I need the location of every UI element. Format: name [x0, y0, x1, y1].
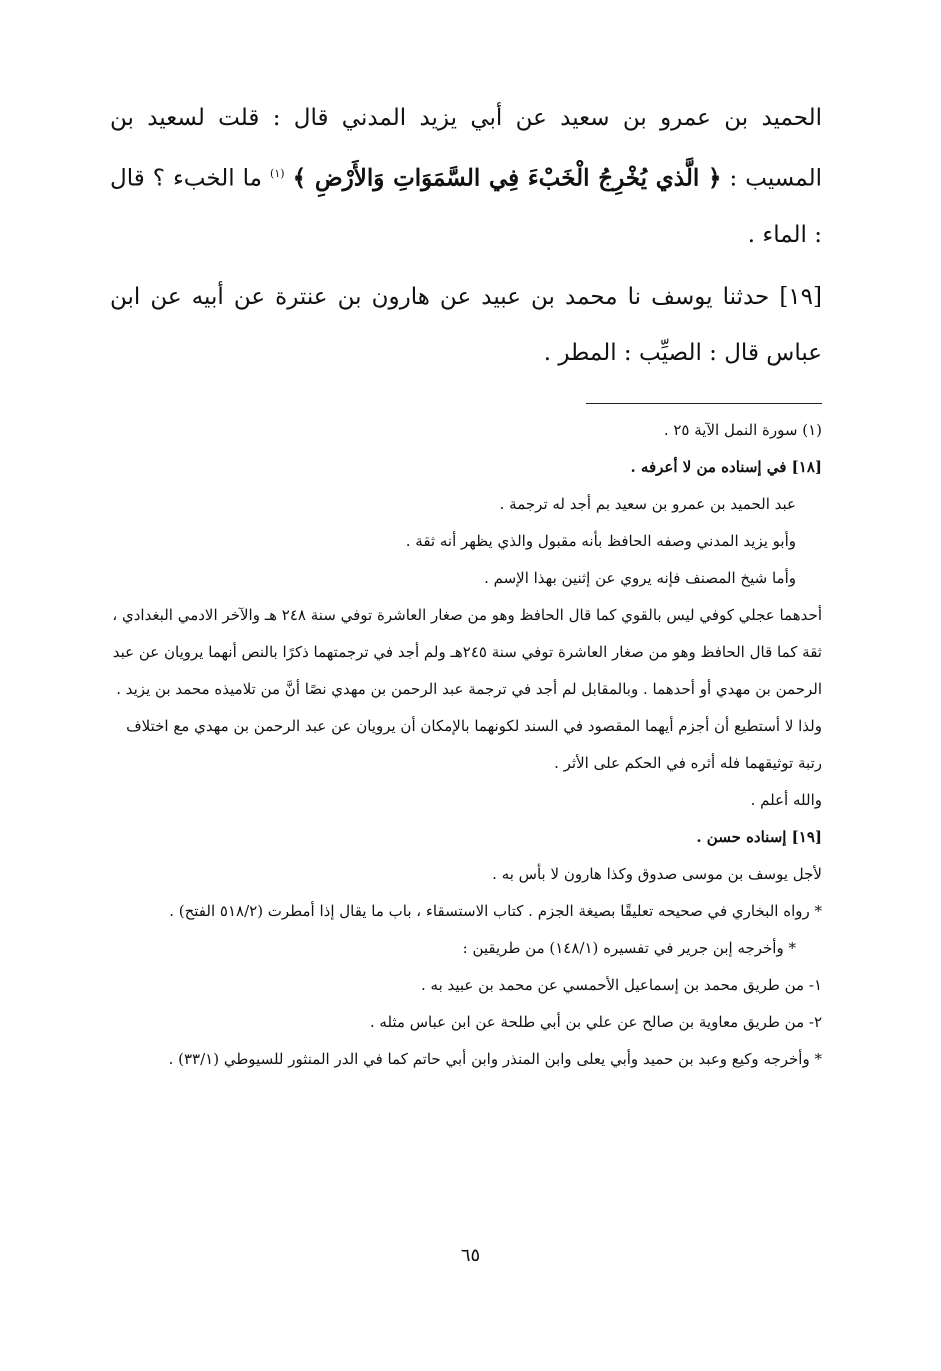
main-paragraph-2: [١٩] حدثنا يوسف نا محمد بن عبيد عن هارون بن عنترة عن أبيه عن ابن عباس قال : الصيِّب : المطر . [110, 283, 822, 366]
page-content [110, 90, 822, 1078]
footnote-reference: (١) [270, 167, 285, 180]
note-19-line-6: * وأخرجه وكيع وعبد بن حميد وأبي يعلى وابن المنذر وابن أبي حاتم كما في الدر المنثور للسيوطي (٣٣/١) . [168, 1049, 822, 1068]
note-18-line-5: والله أعلم . [750, 790, 822, 809]
note-18-line-1: عبد الحميد بن عمرو بن سعيد بم أجد له ترجمة . [499, 494, 796, 513]
footnote-divider [586, 403, 822, 404]
note-19-line-4: ١- من طريق محمد بن إسماعيل الأحمسي عن محمد بن عبيد به . [420, 975, 822, 994]
page-number: ٦٥ [460, 1245, 481, 1266]
footnotes [110, 412, 822, 1078]
quran-verse: ﴿ الَّذي يُخْرِجُ الْخَبْءَ فِي السَّمَوَاتِ وَالأَرْضِ ﴾ [292, 164, 722, 192]
note-19-line-2: * رواه البخاري في صحيحه تعليقًا بصيغة الجزم . كتاب الاستسقاء ، باب ما يقال إذا أمطرت (٥١٨/٢ الفتح) . [169, 901, 822, 920]
note-18-line-2: وأبو يزيد المدني وصفه الحافظ بأنه مقبول والذي يظهر أنه ثقة . [405, 531, 796, 550]
note-18-heading: [١٨] في إسناده من لا أعرفه . [630, 457, 822, 476]
note-19-line-5: ٢- من طريق معاوية بن صالح عن علي بن أبي طلحة عن ابن عباس مثله . [369, 1012, 822, 1031]
footnote-1: (١) سورة النمل الآية ٢٥ . [663, 420, 822, 439]
main-paragraph-1-start: الحميد بن عمرو بن سعيد عن أبي يزيد المدني قال : قلت لسعيد بن المسيب : [110, 105, 822, 192]
note-18-line-4: أحدهما عجلي كوفي ليس بالقوي كما قال الحافظ وهو من صغار العاشرة توفي سنة ٢٤٨ هـ والآخر الادمي البغدادي ، ثقة كما قال الحافظ وهو من صغار العاشرة توفي سنة ٢٤٥هـ ولم أجد في ترجمتهما ذكرًا بالنص أنهما يرويان عن عبد الرحمن بن مهدي أو أحدهما . وبالمقابل لم أجد في ترجمة عبد الرحمن بن مهدي نصًا أنَّ من تلاميذه محمد بن يزيد . ولذا لا أستطيع أن أجزم أيهما المقصود في السند لكونهما بالإمكان أن يرويان عن عبد الرحمن بن مهدي مع اختلاف رتبة توثيقهما فله أثره في الحكم على الأثر . [112, 605, 822, 772]
note-19-line-3: * وأخرجه إبن جرير في تفسيره (١٤٨/١) من طريقين : [462, 938, 796, 957]
note-18-line-3: وأما شيخ المصنف فإنه يروي عن إثنين بهذا الإسم . [484, 568, 796, 587]
note-19-heading: [١٩] إسناده حسن . [696, 827, 822, 846]
main-paragraph-1 [110, 90, 822, 263]
main-text [110, 90, 822, 381]
main-paragraph-1-end: ما الخبء ؟ قال : الماء . [110, 165, 822, 248]
note-19-line-1: لأجل يوسف بن موسى صدوق وكذا هارون لا بأس به . [492, 864, 822, 883]
